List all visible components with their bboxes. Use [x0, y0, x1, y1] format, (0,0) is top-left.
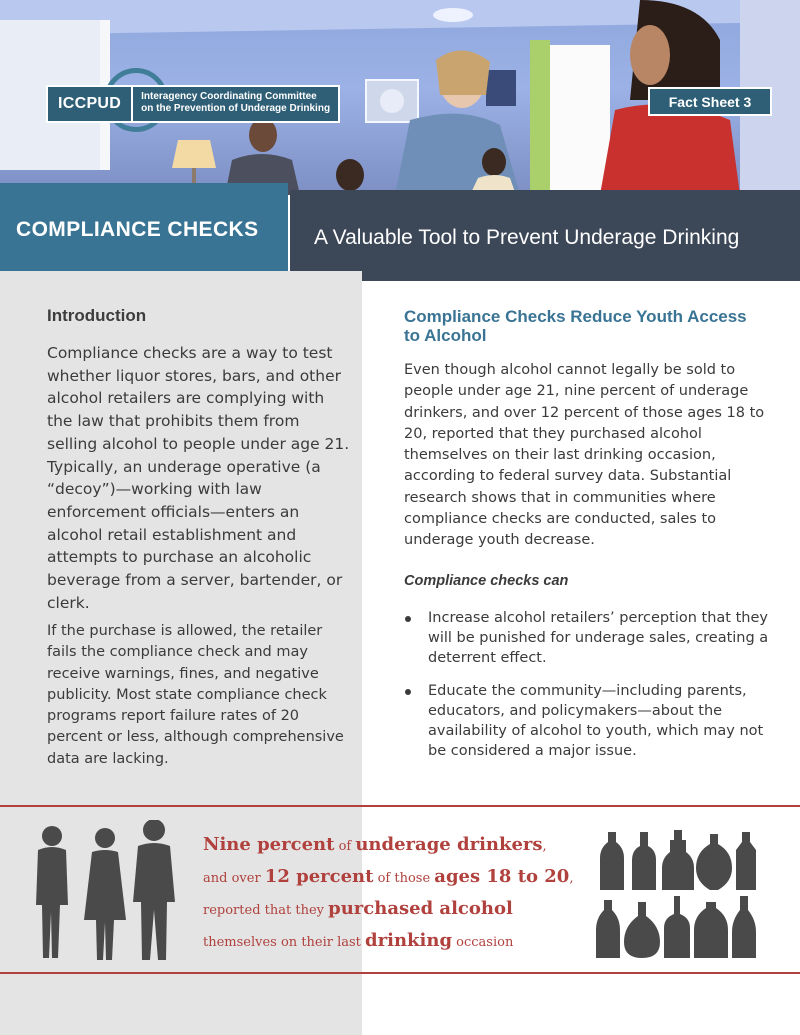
- callout-line-1: [203, 834, 593, 866]
- statistic-callout: [203, 834, 593, 962]
- callout-emphasis: underage drinkers: [355, 834, 543, 855]
- right-column-heading: Compliance Checks Reduce Youth Access to Alcohol: [404, 307, 747, 345]
- callout-bottom-rule: [0, 972, 800, 974]
- callout-line-3: [203, 898, 593, 930]
- callout-emphasis: ages 18 to 20: [434, 866, 570, 887]
- people-silhouettes-icon: [30, 820, 180, 970]
- callout-emphasis: purchased alcohol: [328, 898, 513, 919]
- callout-text: themselves on their last: [203, 935, 366, 950]
- callout-text: ,: [542, 839, 547, 854]
- page-title: COMPLIANCE CHECKS: [16, 218, 259, 241]
- callout-top-rule: [0, 805, 800, 807]
- callout-text: and over: [203, 871, 265, 886]
- introduction-paragraph-2: If the purchase is allowed, the retailer fails the compliance check and may receive warnings, fines, and negative publicity. Most state compliance check programs report failure rates of 20 percent or less, although comprehensive data are lacking.: [47, 623, 344, 767]
- list-item: [404, 608, 774, 668]
- page-subtitle: A Valuable Tool to Prevent Underage Drinking: [314, 226, 740, 249]
- bullet-icon: [405, 689, 411, 695]
- callout-text: ,: [569, 871, 574, 886]
- callout-emphasis: Nine percent: [203, 834, 335, 855]
- callout-text: of those: [373, 871, 435, 886]
- iccpud-logo: [46, 85, 340, 123]
- callout-text: of: [334, 839, 356, 854]
- bullet-icon: [405, 616, 411, 622]
- bullet-text: Educate the community—including parents, educators, and policymakers—about the availability of alcohol to youth, which may not be considered a major issue.: [428, 683, 764, 759]
- compliance-checks-can-subheading: Compliance checks can: [404, 573, 569, 589]
- introduction-paragraph-1: Compliance checks are a way to test whether liquor stores, bars, and other alcohol retailers are complying with the law that prohibits them from selling alcohol to people under age 21. Typically, an underage operative (a “decoy”)—working with law enforcement officials—enters an alcohol retail establishment and attempts to purchase an alcoholic beverage from a server, bartender, or clerk.: [47, 344, 350, 612]
- callout-text: occasion: [452, 935, 514, 950]
- right-column-paragraph: Even though alcohol cannot legally be sold to people under age 21, nine percent of underage drinkers, and over 12 percent of those ages 18 to 20, reported that they purchased alcohol themselves on their last drinking occasion, according to federal survey data. Substantial research shows that in communities where compliance checks are conducted, sales to underage youth decrease.: [404, 362, 765, 549]
- logo-name-line1: Interagency Coordinating Committee: [141, 91, 317, 102]
- benefits-list: [404, 608, 774, 774]
- callout-emphasis: 12 percent: [264, 866, 374, 887]
- list-item: [404, 681, 774, 761]
- logo-full-name: [133, 87, 338, 121]
- bullet-text: Increase alcohol retailers’ perception that they will be punished for underage sales, creating a deterrent effect.: [428, 610, 769, 666]
- callout-line-2: [203, 866, 593, 898]
- bottles-icon: [590, 830, 770, 960]
- logo-abbreviation: ICCPUD: [48, 87, 133, 121]
- introduction-heading: Introduction: [47, 306, 147, 325]
- logo-name-line2: on the Prevention of Underage Drinking: [141, 103, 331, 114]
- callout-line-4: [203, 930, 593, 962]
- callout-emphasis: drinking: [365, 930, 453, 951]
- fact-sheet-badge: Fact Sheet 3: [648, 87, 772, 116]
- callout-text: reported that they: [203, 903, 329, 918]
